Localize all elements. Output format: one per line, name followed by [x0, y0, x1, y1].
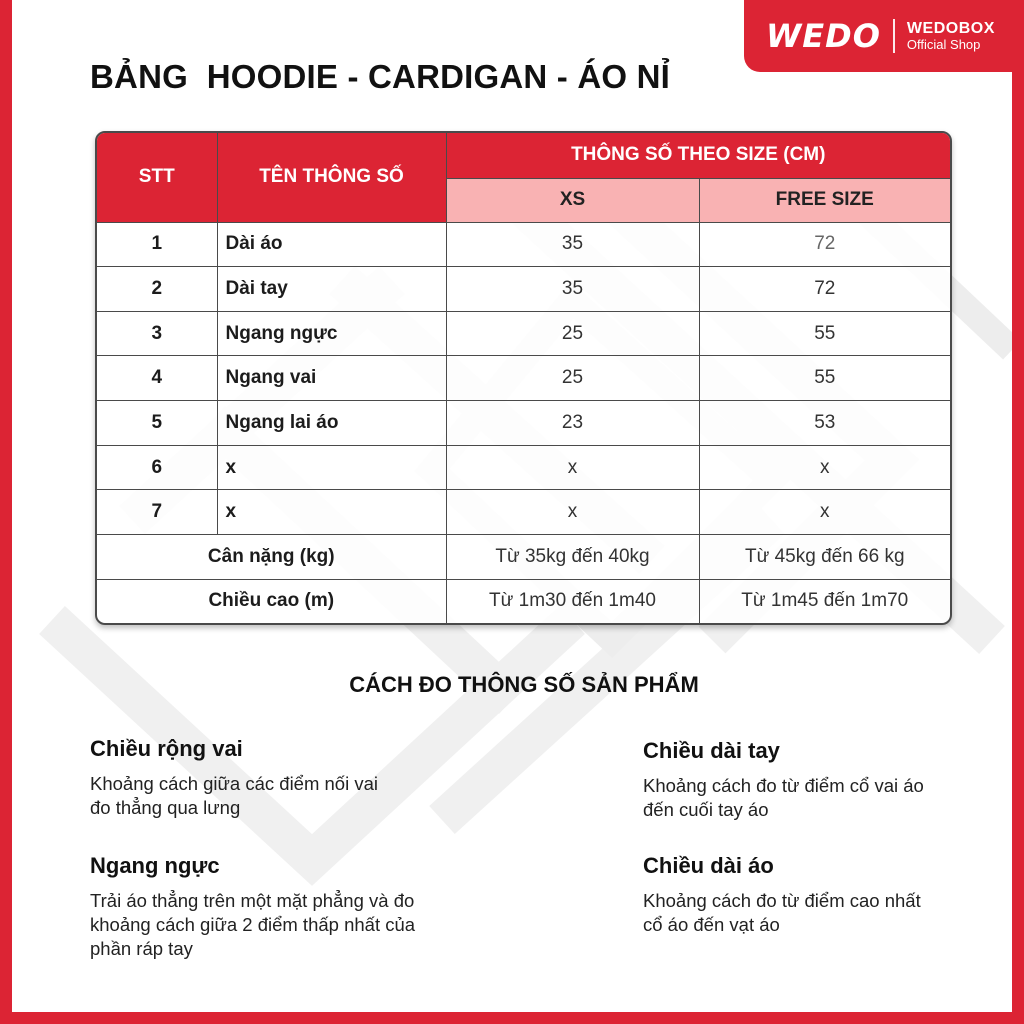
table-row	[97, 267, 950, 312]
guide-heading: Ngang ngực	[90, 853, 220, 878]
row-name: Ngang vai	[217, 356, 446, 401]
guide-heading: Chiều dài áo	[643, 853, 774, 878]
table-row	[97, 311, 950, 356]
brand-divider	[893, 19, 895, 53]
table-row	[97, 490, 950, 535]
row-name: Dài tay	[217, 267, 446, 312]
brand-name: WEDOBOX	[906, 20, 995, 38]
row-name: x	[217, 445, 446, 490]
summary-row-height	[97, 579, 950, 623]
row-stt: 3	[97, 311, 217, 356]
guide-line: Khoảng cách đo từ điểm cổ vai áo	[643, 775, 924, 796]
row-stt: 5	[97, 401, 217, 446]
summary-row-weight	[97, 535, 950, 580]
row-xs-value: 25	[446, 356, 699, 401]
row-free-value: 53	[699, 401, 950, 446]
summary-xs-value: Từ 35kg đến 40kg	[446, 535, 699, 580]
guide-item-length	[643, 853, 983, 937]
header-size-group: THÔNG SỐ THEO SIZE (CM)	[446, 133, 950, 178]
row-xs-value: x	[446, 490, 699, 535]
row-name: Dài áo	[217, 222, 446, 267]
guide-item-sleeve	[643, 738, 983, 822]
row-free-value: x	[699, 445, 950, 490]
guide-line: Khoảng cách đo từ điểm cao nhất	[643, 890, 921, 911]
guide-heading: Chiều rộng vai	[90, 736, 243, 761]
guide-title: CÁCH ĐO THÔNG SỐ SẢN PHẨM	[349, 672, 699, 697]
summary-label: Chiều cao (m)	[97, 579, 446, 623]
row-free-value: x	[699, 490, 950, 535]
guide-line: Khoảng cách giữa các điểm nối vai	[90, 773, 378, 794]
size-table	[95, 131, 952, 625]
header-stt: STT	[97, 133, 217, 222]
row-xs-value: x	[446, 445, 699, 490]
guide-item-chest	[90, 853, 530, 961]
summary-free-value: Từ 1m45 đến 1m70	[699, 579, 950, 623]
brand-badge	[744, 0, 1012, 72]
row-xs-value: 35	[446, 222, 699, 267]
row-stt: 6	[97, 445, 217, 490]
row-stt: 4	[97, 356, 217, 401]
row-free-value: 72	[699, 267, 950, 312]
header-size-xs: XS	[446, 178, 699, 222]
guide-line: đến cuối tay áo	[643, 799, 769, 820]
row-xs-value: 23	[446, 401, 699, 446]
summary-label: Cân nặng (kg)	[97, 535, 446, 580]
page-title: BẢNG HOODIE - CARDIGAN - ÁO NỈ	[90, 58, 671, 95]
row-free-value: 55	[699, 356, 950, 401]
row-xs-value: 25	[446, 311, 699, 356]
header-name: TÊN THÔNG SỐ	[217, 133, 446, 222]
guide-line: Trải áo thẳng trên một mặt phẳng và đo	[90, 890, 415, 911]
row-stt: 7	[97, 490, 217, 535]
brand-logo: WEDO	[766, 17, 881, 55]
table-row	[97, 222, 950, 267]
brand-text	[907, 20, 995, 52]
row-free-value: 55	[699, 311, 950, 356]
row-stt: 2	[97, 267, 217, 312]
summary-free-value: Từ 45kg đến 66 kg	[699, 535, 950, 580]
summary-xs-value: Từ 1m30 đến 1m40	[446, 579, 699, 623]
table-row	[97, 356, 950, 401]
table-row	[97, 401, 950, 446]
guide-heading: Chiều dài tay	[643, 738, 780, 763]
guide-line: đo thẳng qua lưng	[90, 797, 241, 818]
row-name: Ngang lai áo	[217, 401, 446, 446]
guide-line: khoảng cách giữa 2 điểm thấp nhất của	[90, 914, 416, 935]
row-free-value: 72	[699, 222, 950, 267]
row-xs-value: 35	[446, 267, 699, 312]
table-row	[97, 445, 950, 490]
brand-subtitle: Official Shop	[906, 36, 981, 52]
row-name: x	[217, 490, 446, 535]
guide-item-shoulder	[90, 736, 510, 820]
row-stt: 1	[97, 222, 217, 267]
guide-line: phần ráp tay	[90, 938, 193, 959]
guide-line: cổ áo đến vạt áo	[643, 914, 780, 935]
header-size-free: FREE SIZE	[699, 178, 950, 222]
row-name: Ngang ngực	[217, 311, 446, 356]
